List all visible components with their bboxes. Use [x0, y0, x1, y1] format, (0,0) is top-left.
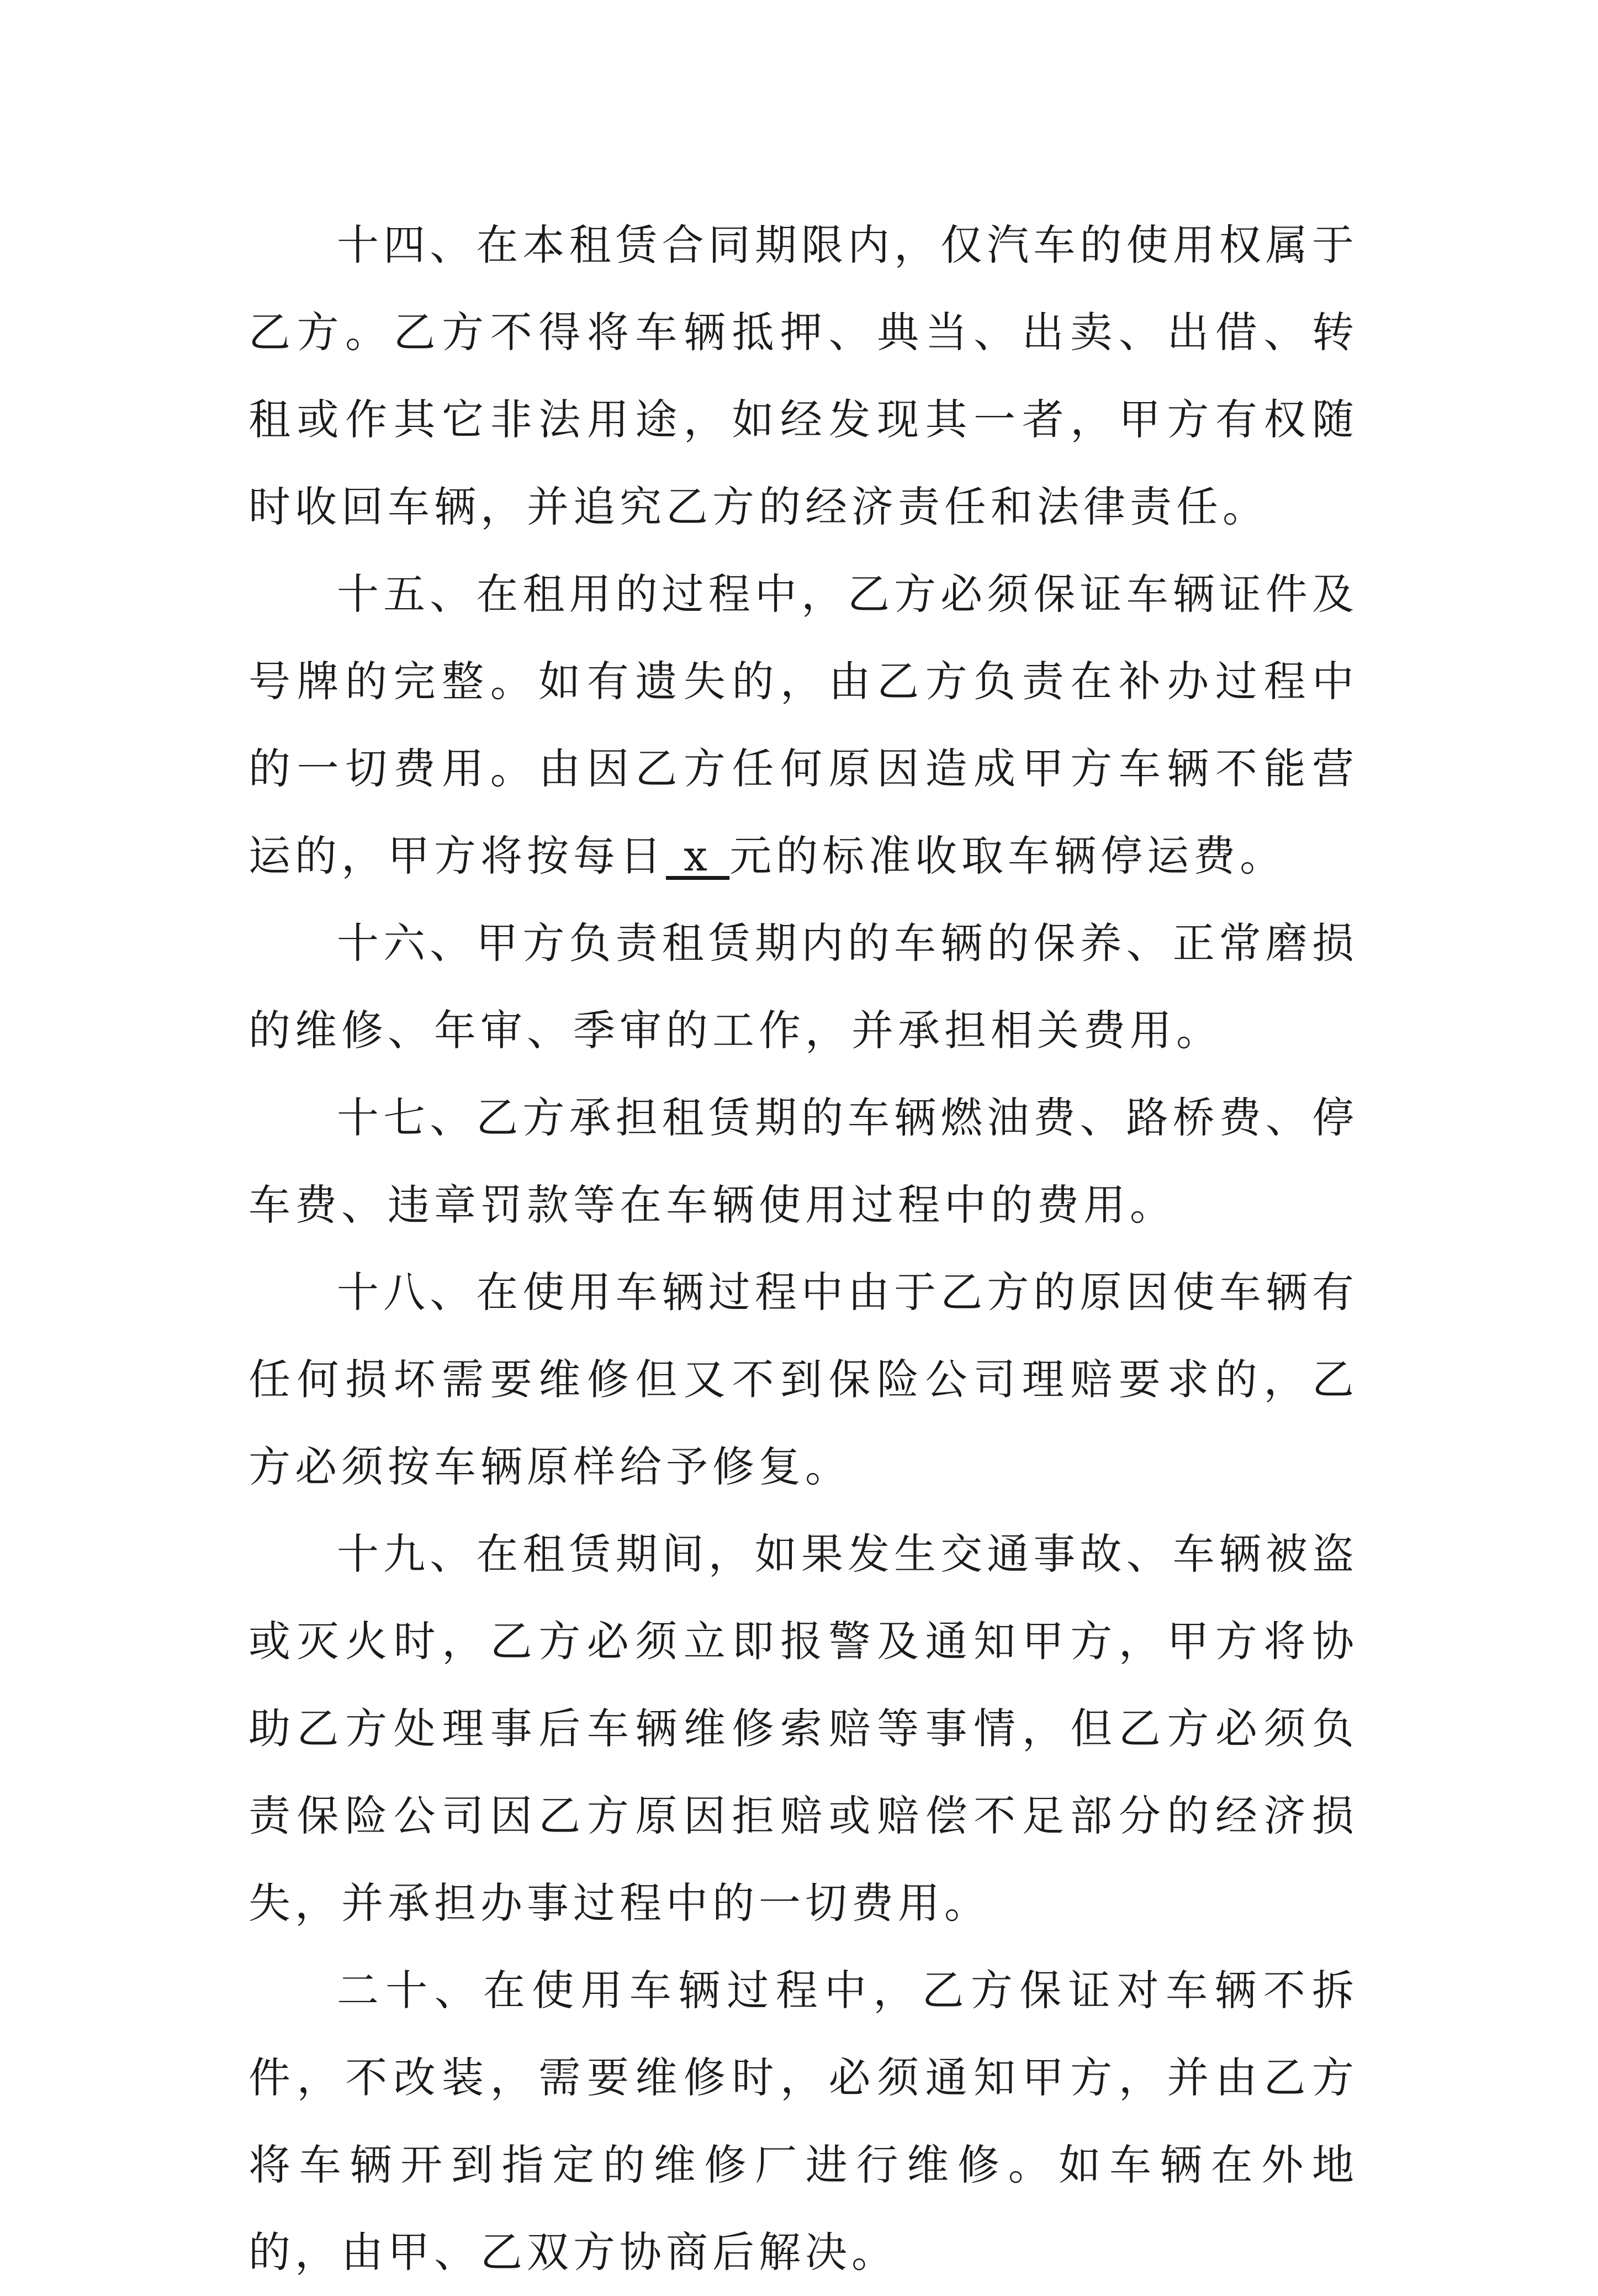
clause-17-text: 十七、乙方承担租赁期的车辆燃油费、路桥费、停车费、违章罚款等在车辆使用过程中的费用。 [248, 1093, 1358, 1229]
clause-20-text: 二十、在使用车辆过程中，乙方保证对车辆不拆件，不改装，需要维修时，必须通知甲方，并由乙方将车辆开到指定的维修厂进行维修。如车辆在外地的，由甲、乙双方协商后解决。 [248, 1966, 1358, 2277]
clause-18-text: 十八、在使用车辆过程中由于乙方的原因使车辆有任何损坏需要维修但又不到保险公司理赔要求的，乙方必须按车辆原样给予修复。 [248, 1268, 1358, 1491]
clause-14 [248, 202, 1358, 551]
clause-19 [248, 1511, 1358, 1947]
clause-18 [248, 1249, 1358, 1511]
clause-17 [248, 1074, 1358, 1249]
clause-19-text: 十九、在租赁期间，如果发生交通事故、车辆被盗或灭火时，乙方必须立即报警及通知甲方，甲方将协助乙方处理事后车辆维修索赔等事情，但乙方必须负责保险公司因乙方原因拒赔或赔偿不足部分的经济损失，并承担办事过程中的一切费用。 [248, 1529, 1358, 1928]
clause-16-text: 十六、甲方负责租赁期内的车辆的保养、正常磨损的维修、年审、季审的工作，并承担相关费用。 [248, 919, 1358, 1055]
clause-15-text-before: 十五、在租用的过程中，乙方必须保证车辆证件及号牌的完整。如有遗失的，由乙方负责在补办过程中的一切费用。由因乙方任何原因造成甲方车辆不能营运的，甲方将按每日 [248, 569, 1358, 880]
contract-body [248, 202, 1358, 2296]
clause-15 [248, 551, 1358, 900]
clause-15-fill-blank: x [666, 831, 730, 880]
clause-16 [248, 900, 1358, 1074]
clause-14-text: 十四、在本租赁合同期限内，仅汽车的使用权属于乙方。乙方不得将车辆抵押、典当、出卖、出借、转租或作其它非法用途，如经发现其一者，甲方有权随时收回车辆，并追究乙方的经济责任和法律责任。 [248, 220, 1358, 531]
clause-15-text-after: 元的标准收取车辆停运费。 [729, 831, 1287, 880]
clause-20 [248, 1947, 1358, 2296]
